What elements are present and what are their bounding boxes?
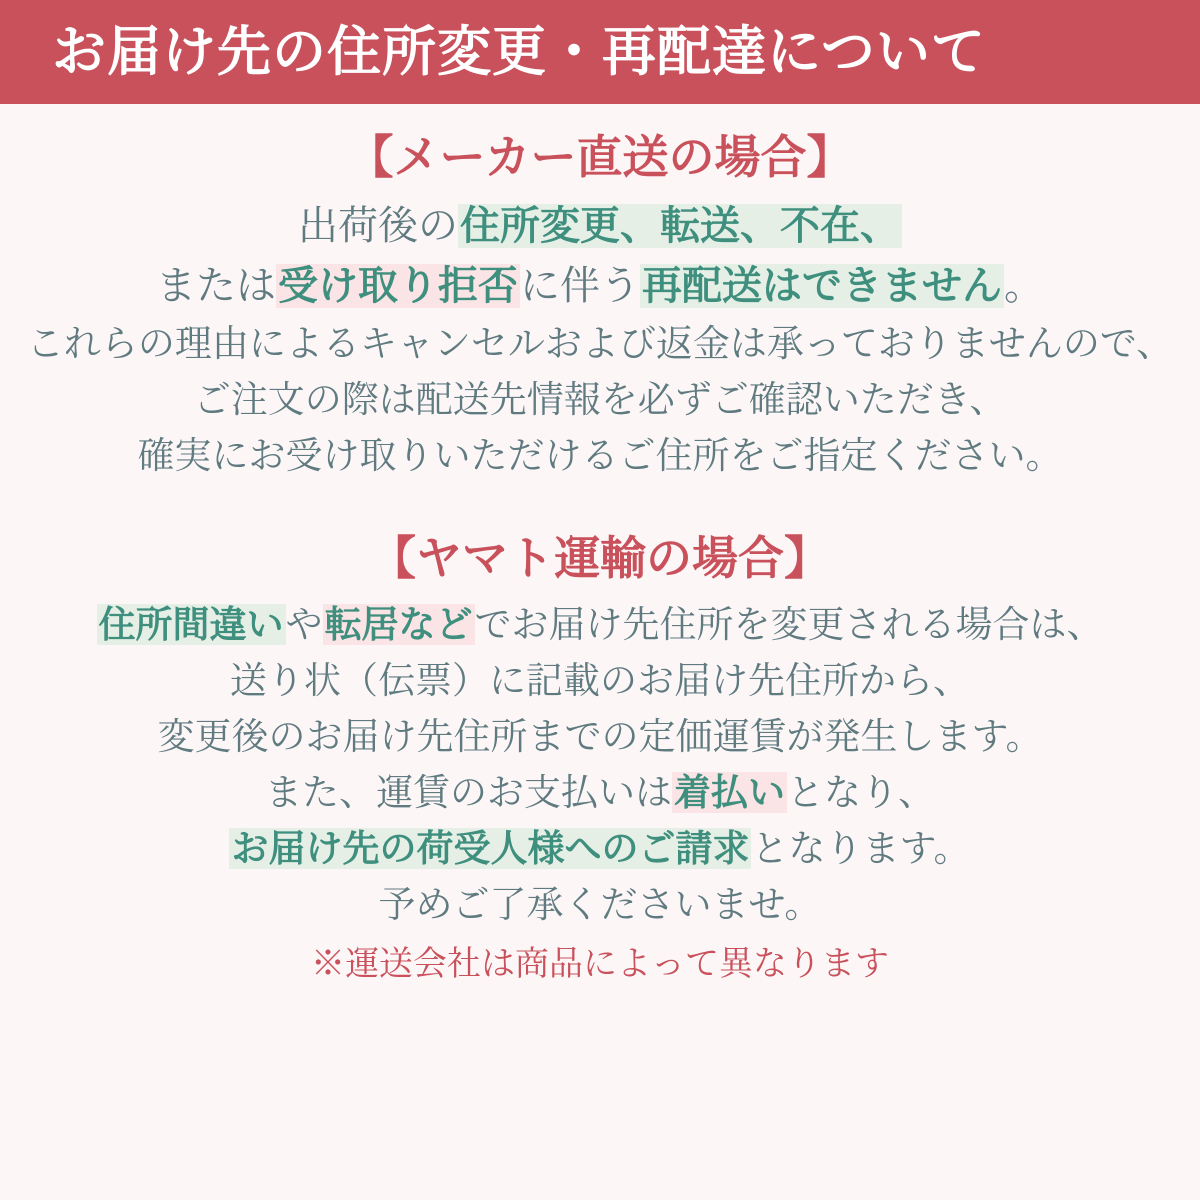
notice-line <box>0 824 1200 874</box>
section-title: 【ヤマト運輸の場合】 <box>370 532 830 584</box>
text-run: 。 <box>1004 264 1044 309</box>
section-lines <box>0 199 1200 481</box>
notice-line <box>0 712 1200 762</box>
page-title: お届け先の住所変更・再配達について <box>52 22 986 82</box>
footnote: ※運送会社は商品によって異なります <box>311 944 889 983</box>
text-run: 確実にお受け取りいただけるご住所をご指定ください。 <box>137 435 1063 477</box>
notice-line <box>0 199 1200 253</box>
notice-line <box>0 880 1200 930</box>
notice-line <box>0 600 1200 650</box>
notice-line <box>0 656 1200 706</box>
text-run-highlight: 住所変更、転送、不在、 <box>460 204 900 249</box>
notice-body <box>0 130 1200 985</box>
text-run: 予めご了承くださいませ。 <box>378 883 822 925</box>
text-run: 送り状（伝票）に記載のお届け先住所から、 <box>230 660 970 702</box>
text-run: となります。 <box>751 827 971 869</box>
page-header <box>0 0 1200 104</box>
text-run-highlight: 受け取り拒否 <box>278 264 518 309</box>
section-lines <box>0 600 1200 930</box>
notice-line <box>0 431 1200 481</box>
text-run: 変更後のお届け先住所までの定価運賃が発生します。 <box>157 716 1043 758</box>
text-run-highlight: 転居など <box>324 604 473 646</box>
section-title: 【メーカー直送の場合】 <box>347 131 853 183</box>
text-run: 出荷後の <box>298 204 458 249</box>
notice-line <box>0 768 1200 818</box>
text-run: に伴う <box>520 264 640 309</box>
section-maker-direct <box>0 130 1200 481</box>
text-run: または <box>156 264 276 309</box>
text-run: ご注文の際は配送先情報を必ずご確認いただき、 <box>193 379 1007 421</box>
text-run-highlight: 再配送はできません <box>642 264 1002 309</box>
text-run: これらの理由によるキャンセルおよび返金は承っておりませんので、 <box>26 323 1174 365</box>
text-run: また、運賃のお支払いは <box>265 772 672 813</box>
text-run: でお届け先住所を変更される場合は、 <box>474 604 1104 646</box>
text-run-highlight: 着払い <box>674 772 785 813</box>
text-run-highlight: 住所間違い <box>98 604 284 646</box>
notice-line <box>0 375 1200 425</box>
text-run: や <box>285 604 323 646</box>
notice-line <box>0 259 1200 313</box>
notice-line <box>0 319 1200 369</box>
text-run: となり、 <box>787 772 935 813</box>
text-run-highlight: お届け先の荷受人様へのご請求 <box>231 827 750 869</box>
section-yamato <box>0 531 1200 930</box>
